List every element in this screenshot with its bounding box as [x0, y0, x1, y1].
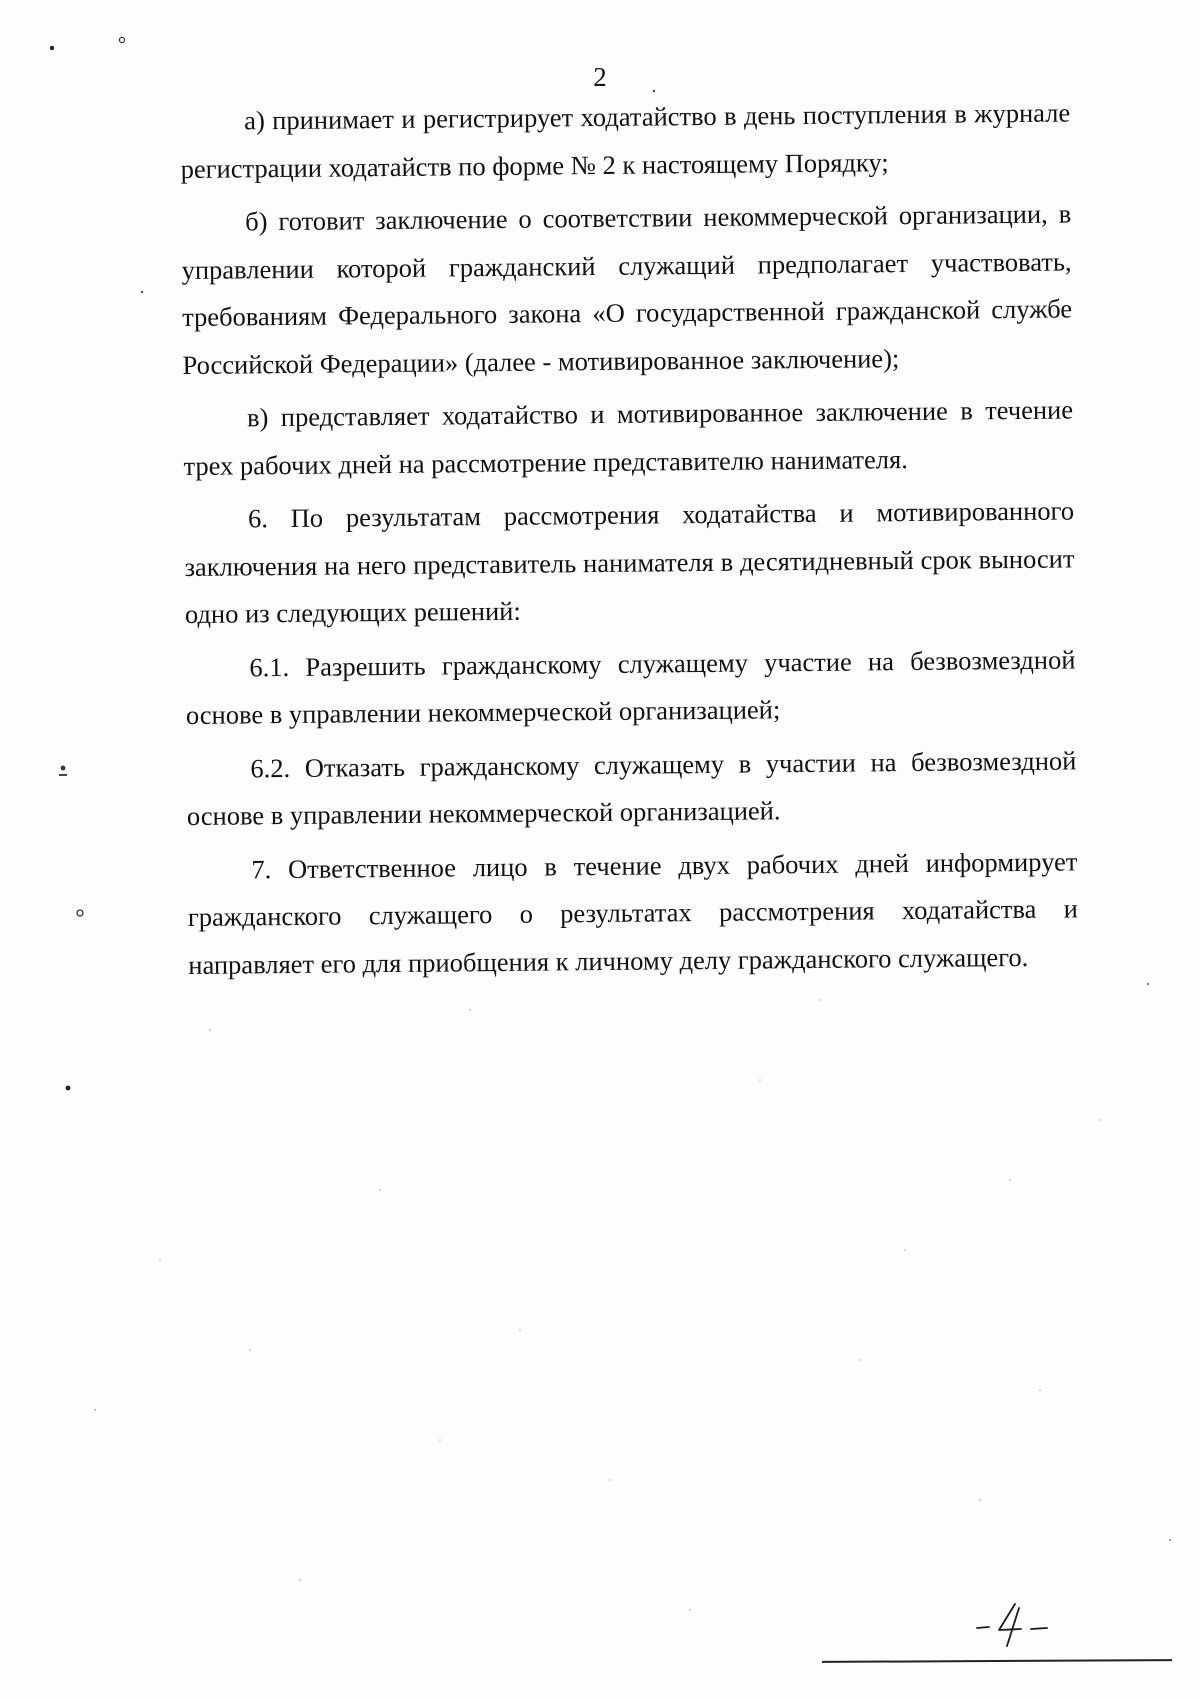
paragraph-b: б) готовит заключение о соответствии некоммерческой организации, в управлении которой гражданский служащий предполагает участвовать, требованиям Федерального закона «О государственной гражданской службе Российской Федерации» (далее - мотивированное заключение); — [181, 198, 1073, 380]
page-number: 2 — [593, 62, 607, 92]
paragraph-6: 6. По результатам рассмотрения ходатайства и мотивированного заключения на него представитель нанимателя в десятидневный срок выносит одно из следующих решений: — [184, 495, 1075, 629]
paragraph-a: а) принимает и регистрирует ходатайство в день поступления в журнале регистрации ходатайств по форме № 2 к настоящему Порядку; — [180, 97, 1071, 184]
bottom-rule — [822, 1659, 1172, 1663]
paragraph-7: 7. Ответственное лицо в течение двух рабочих дней информирует гражданского служащего о результатах рассмотрения ходатайства и направляет его для приобщения к личному делу гражданского служащего. — [187, 845, 1078, 980]
handwritten-page-mark — [975, 1600, 1055, 1650]
document-body — [180, 89, 1079, 989]
paragraph-v: в) представляет ходатайство и мотивированное заключение в течение трех рабочих дней на рассмотрение представителю нанимателя. — [183, 394, 1074, 481]
paragraph-6-2: 6.2. Отказать гражданскому служащему в участии на безвозмездной основе в управлении некоммерческой организацией. — [186, 744, 1077, 831]
paragraph-6-1: 6.1. Разрешить гражданскому служащему участие на безвозмездной основе в управлении некоммерческой организацией; — [185, 643, 1076, 730]
